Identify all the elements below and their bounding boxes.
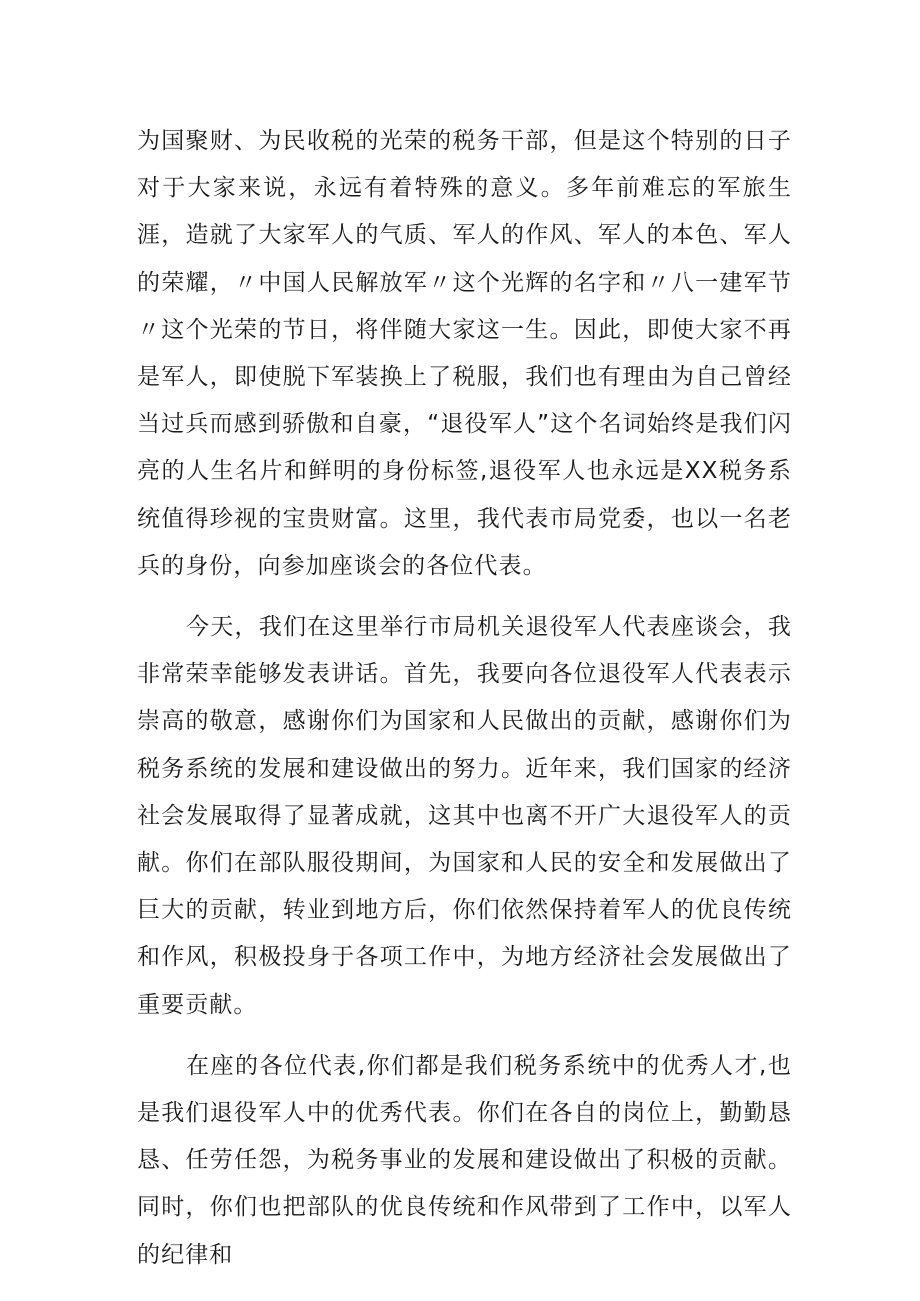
paragraph-2: 今天，我们在这里举行市局机关退役军人代表座谈会，我非常荣幸能够发表讲话。首先，我要向各位退役军人代表表示崇高的敬意，感谢你们为国家和人民做出的贡献，感谢你们为税务系统的发展和建设做出的努力。近年来，我们国家的经济社会发展取得了显著成就，这其中也离不开广大退役军人的贡献。你们在部队服役期间，为国家和人民的安全和发展做出了巨大的贡献，转业到地方后，你们依然保持着军人的优良传统和作风，积极投身于各项工作中，为地方经济社会发展做出了重要贡献。 [137, 614, 792, 1018]
document-body [137, 118, 792, 1279]
paragraph-3: 在座的各位代表,你们都是我们税务系统中的优秀人才,也是我们退役军人中的优秀代表。你们在各自的岗位上，勤勤恳恳、任劳任怨，为税务事业的发展和建设做出了积极的贡献。同时，你们也把部队的优良传统和作风带到了工作中，以军人的纪律和 [137, 1052, 792, 1268]
paragraph-gap [137, 590, 792, 604]
paragraph-gap [137, 1029, 792, 1043]
paragraph-1: 为国聚财、为民收税的光荣的税务干部，但是这个特别的日子对于大家来说，永远有着特殊的意义。多年前难忘的军旅生涯，造就了大家军人的气质、军人的作风、军人的本色、军人的荣耀，〃中国人民解放军〃这个光辉的名字和〃八一建军节〃这个光荣的节日，将伴随大家这一生。因此，即使大家不再是军人，即使脱下军装换上了税服，我们也有理由为自己曾经当过兵而感到骄傲和自豪，“退役军人”这个名词始终是我们闪亮的人生名片和鲜明的身份标签,退役军人也永远是XX税务系统值得珍视的宝贵财富。这里，我代表市局党委，也以一名老兵的身份，向参加座谈会的各位代表。 [137, 128, 792, 579]
